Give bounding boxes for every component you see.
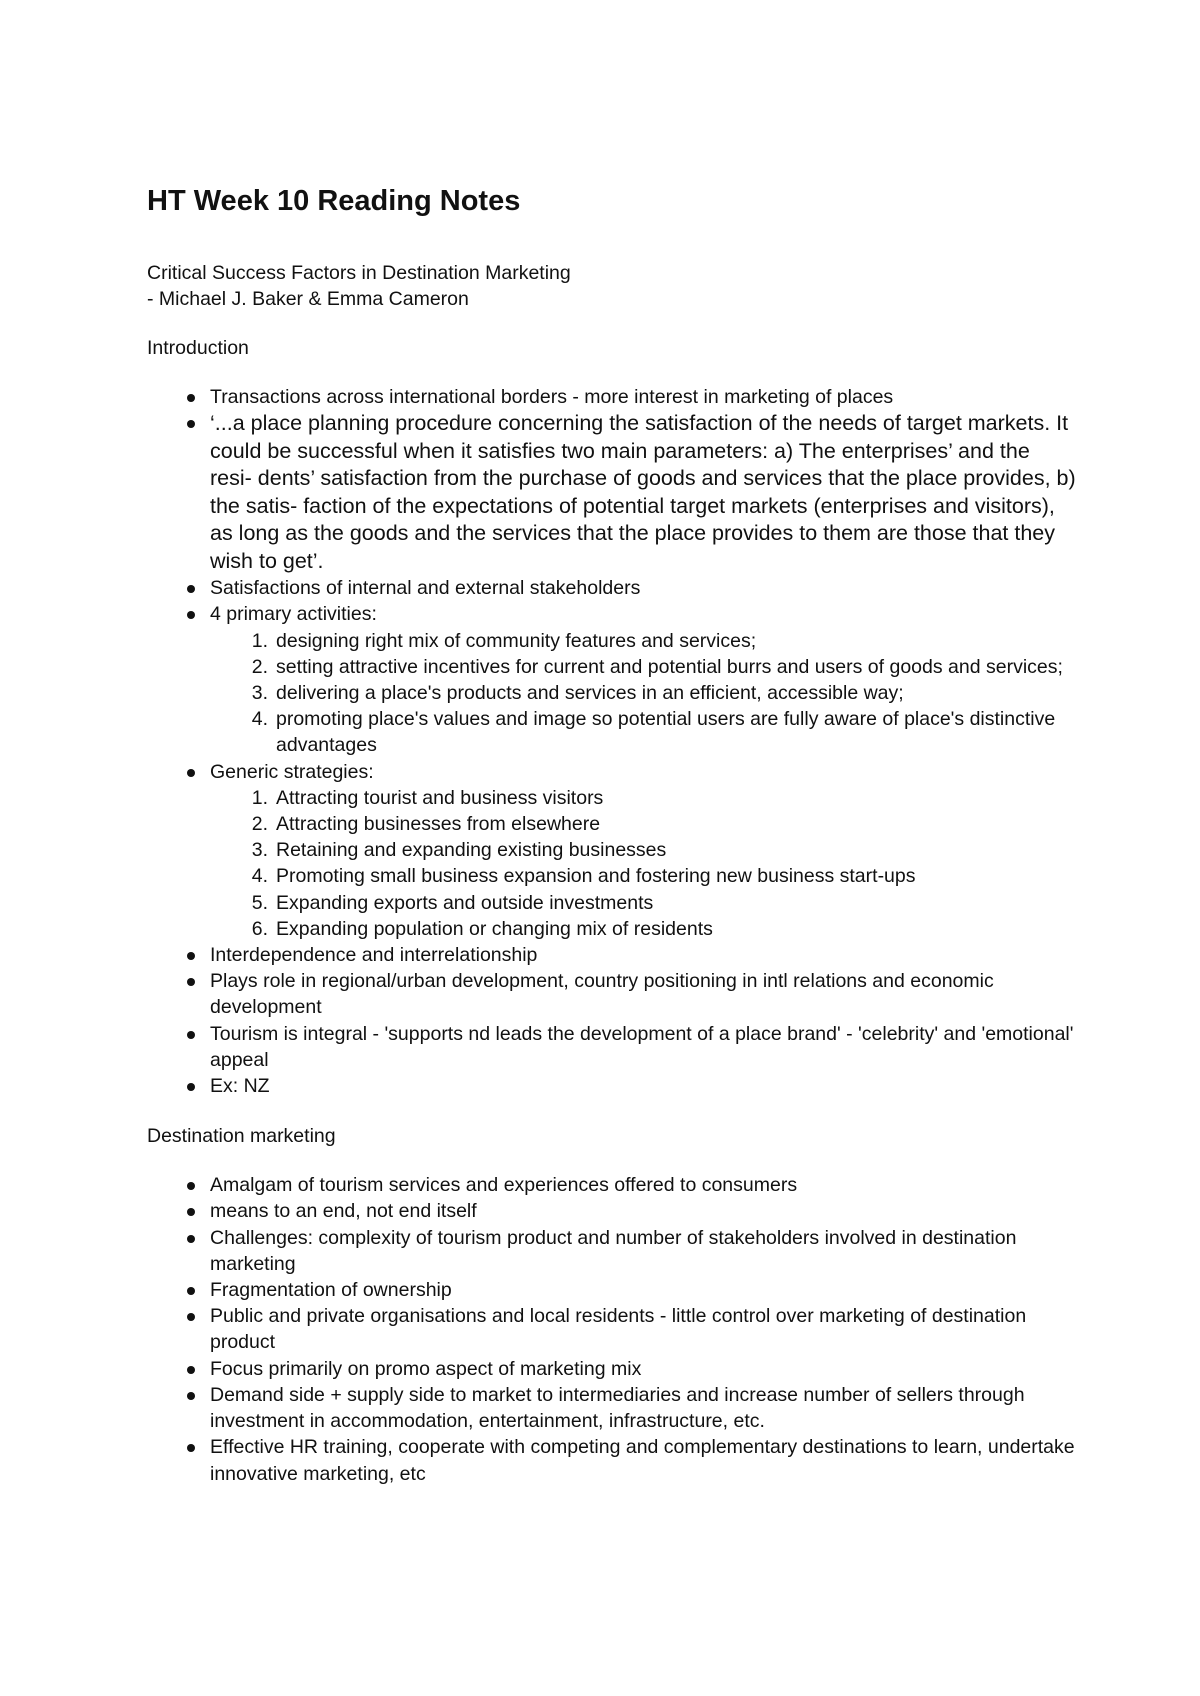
numbered-list: [210, 628, 1077, 759]
numbered-item-text: Attracting businesses from elsewhere: [276, 813, 601, 836]
list-item-text: ‘...a place planning procedure concerning the satisfaction of the needs of target markets. It could be successful when it satisfies two main parameters: a) The enterprises’ and the resi- dents’ satisfaction from the purchase of goods and services that the place provides, b) the satis- faction of the expectations of potential target markets (enterprises and visitors), as long as the goods and the services that the place provides to them are those that they wish to get’.: [210, 411, 1076, 573]
item-number: 3.: [251, 839, 268, 862]
numbered-item: [251, 654, 1077, 680]
list-item-text: Public and private organisations and local residents - little control over marketing of destination product: [210, 1305, 1027, 1354]
list-item: [210, 942, 1077, 968]
item-number: 4.: [251, 865, 268, 888]
list-item-text: Satisfactions of internal and external stakeholders: [210, 577, 641, 600]
item-number: 3.: [251, 682, 268, 705]
numbered-item: [251, 785, 1077, 811]
numbered-item: [251, 837, 1077, 863]
list-item-text: Plays role in regional/urban development, country positioning in intl relations and economic development: [210, 970, 994, 1019]
section-heading: Introduction: [147, 337, 249, 359]
list-item: [210, 1073, 1077, 1099]
list-item-text: Fragmentation of ownership: [210, 1279, 452, 1302]
list-item-text: Interdependence and interrelationship: [210, 944, 538, 967]
list-item: [210, 1382, 1077, 1434]
list-item: [210, 410, 1077, 575]
numbered-item: [251, 863, 1077, 889]
numbered-item-text: setting attractive incentives for current and potential burrs and users of goods and services;: [276, 655, 1063, 678]
list-item-text: Amalgam of tourism services and experiences offered to consumers: [210, 1174, 798, 1197]
page-title: HT Week 10 Reading Notes: [147, 185, 521, 217]
list-item: [210, 1198, 1077, 1224]
list-item: [210, 1172, 1077, 1198]
list-item-text: 4 primary activities:: [210, 603, 377, 626]
item-number: 1.: [251, 629, 268, 652]
document-page: [147, 182, 1077, 1487]
numbered-item: [251, 916, 1077, 942]
numbered-item-text: Attracting tourist and business visitors: [276, 786, 604, 809]
list-item: [210, 1225, 1077, 1277]
numbered-item-text: delivering a place's products and services in an efficient, accessible way;: [276, 682, 904, 705]
list-item: [210, 1434, 1077, 1486]
numbered-item-text: Expanding population or changing mix of residents: [276, 917, 713, 940]
bullet-list: [147, 384, 1077, 1099]
numbered-item-text: Retaining and expanding existing businesses: [276, 839, 667, 862]
list-item: [210, 1277, 1077, 1303]
numbered-item: [251, 628, 1077, 654]
numbered-item-text: promoting place's values and image so potential users are fully aware of place's distinctive advantages: [276, 708, 1056, 757]
item-number: 2.: [251, 813, 268, 836]
list-item-text: means to an end, not end itself: [210, 1200, 477, 1223]
section-heading: Destination marketing: [147, 1125, 336, 1148]
list-item: [210, 968, 1077, 1020]
list-item: [210, 1021, 1077, 1073]
list-item-text: Ex: NZ: [210, 1075, 270, 1098]
numbered-item-text: Promoting small business expansion and fostering new business start-ups: [276, 865, 916, 888]
numbered-item-text: Expanding exports and outside investments: [276, 891, 654, 914]
reading-title: Critical Success Factors in Destination Marketing: [147, 262, 571, 284]
list-item: [210, 759, 1077, 942]
list-item-text: Demand side + supply side to market to intermediaries and increase number of sellers through investment in accommodation, entertainment, infrastructure, etc.: [210, 1383, 1025, 1433]
list-item-text: Focus primarily on promo aspect of marketing mix: [210, 1357, 642, 1380]
list-item-text: Challenges: complexity of tourism product and number of stakeholders involved in destination marketing: [210, 1226, 1017, 1275]
list-item: [210, 1303, 1077, 1355]
list-item-text: Generic strategies:: [210, 760, 374, 783]
numbered-item: [251, 890, 1077, 916]
list-item: [210, 1356, 1077, 1382]
list-item: [210, 601, 1077, 758]
item-number: 4.: [251, 708, 268, 731]
bullet-list: [147, 1172, 1077, 1486]
item-number: 2.: [251, 655, 268, 678]
list-item-text: Tourism is integral - 'supports nd leads the development of a place brand' - 'celebrity' and 'emotional' appeal: [210, 1022, 1074, 1071]
reading-authors: - Michael J. Baker & Emma Cameron: [147, 288, 469, 310]
item-number: 1.: [251, 786, 268, 809]
list-item-text: Transactions across international borders - more interest in marketing of places: [210, 386, 894, 408]
numbered-list: [210, 785, 1077, 942]
item-number: 6.: [251, 917, 268, 940]
list-item: [210, 575, 1077, 601]
notes-body: [147, 335, 1077, 1487]
numbered-item: [251, 706, 1077, 758]
list-item: [210, 384, 1077, 410]
list-item-text: Effective HR training, cooperate with competing and complementary destinations to learn, undertake innovative marketing, etc: [210, 1436, 1075, 1485]
numbered-item-text: designing right mix of community features and services;: [276, 629, 757, 652]
numbered-item: [251, 811, 1077, 837]
numbered-item: [251, 680, 1077, 706]
item-number: 5.: [251, 891, 268, 914]
